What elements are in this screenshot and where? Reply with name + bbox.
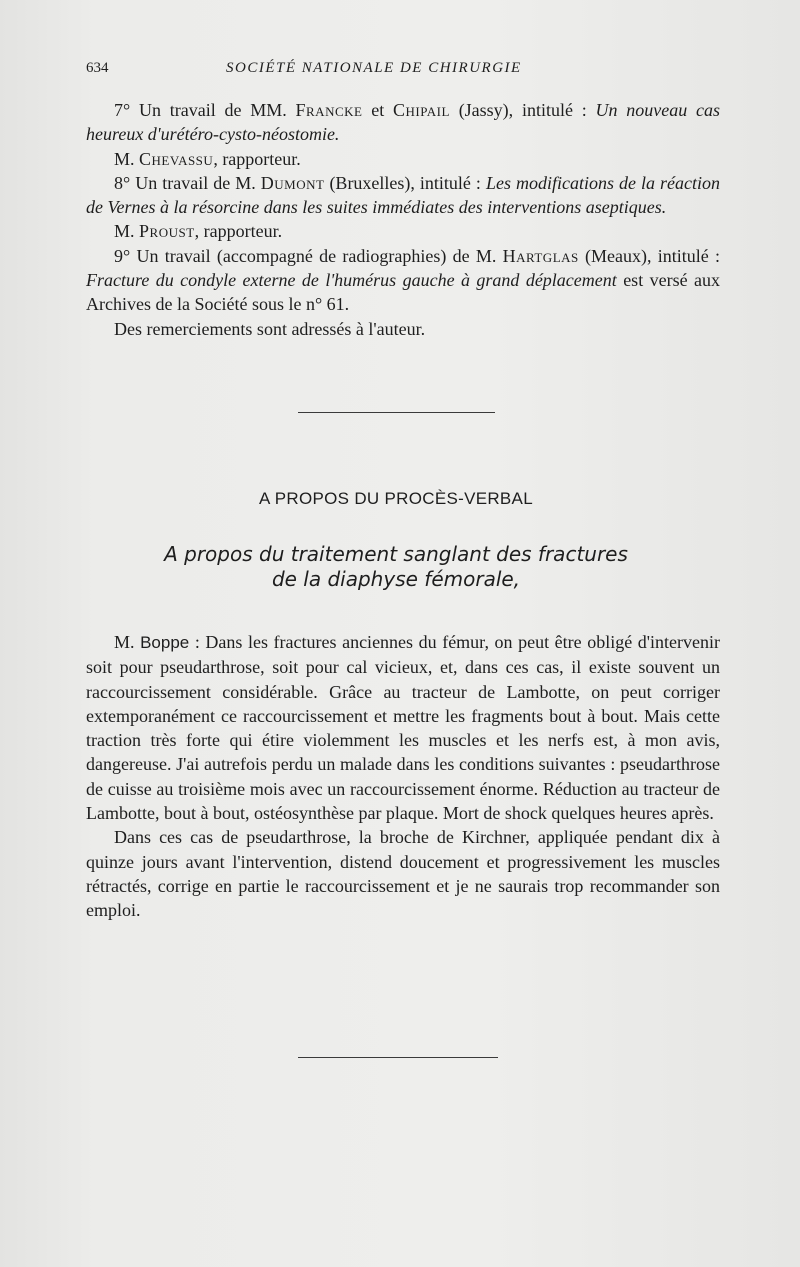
article-paragraph-1: M. Boppe : Dans les fractures anciennes du fémur, on peut être obligé d'intervenir soit pour pseudarthrose, soit pour cal vicieux, et, dans ces cas, il existe souvent un raccourcissement considérable. Grâce au tracteur de Lambotte, on peut corriger extemporanément ce raccourcissement et mettre les fragments bout à bout. Mais cette traction très forte qui étire violemment les muscles et les nerfs est, à mon avis, dangereuse. J'ai autrefois perdu un malade dans les conditions suivantes : pseudarthrose de cuisse au troisième mois avec un raccourcissement énorme. Réduction au tracteur de Lambotte, bout à bout, ostéosynthèse par plaque. Mort de shock quelques heures après. [86,632,720,824]
work-title: Les modifications de la réaction de Vernes à la résorcine dans les suites immédiates des interventions aseptiques. [86,172,720,218]
article-title-line-2: de la diaphyse fémorale, [271,567,521,591]
thanks-line: Des remerciements sont adressés à l'auteur. [114,318,426,339]
separator-rule [298,1057,498,1058]
article-paragraph-2: Dans ces cas de pseudarthrose, la broche de Kirchner, appliquée pendant dix à quinze jours avant l'intervention, distend doucement et progressivement les muscles rétractés, corrige en partie le raccourcissement et je ne saurais trop recommander son emploi. [86,827,720,921]
item-8: 8° Un travail de M. Dumont (Bruxelles), intitulé : Les modifications de la réaction de Vernes à la résorcine dans les suites immédiates des interventions aseptiques. [86,172,720,218]
section-heading: A PROPOS DU PROCÈS-VERBAL [259,489,533,508]
item-7: 7° Un travail de MM. Francke et Chipail (Jassy), intitulé : Un nouveau cas heureux d'urétéro-cysto-néostomie. [86,100,720,145]
author-name: Francke [295,100,363,120]
item-8-rapporteur: M. Proust, rapporteur. [114,221,283,242]
author-name: Dumont [260,172,325,193]
speaker-name: Boppe [140,633,190,652]
article-title [86,542,706,592]
separator-rule [298,412,495,413]
running-title: SOCIÉTÉ NATIONALE DE CHIRURGIE [226,60,522,76]
item-9: 9° Un travail (accompagné de radiographies) de M. Hartglas (Meaux), intitulé : Fracture du condyle externe de l'humérus gauche à grand déplacement est versé aux Archives de la Société sous le n° 61. [86,245,720,315]
article-body [86,630,720,923]
article-title-line-1: A propos du traitement sanglant des fractures [164,542,628,566]
author-name: Chipail [393,100,450,120]
item-7-rapporteur: M. Chevassu, rapporteur. [114,148,301,169]
work-title: Un nouveau cas heureux d'urétéro-cysto-néostomie. [86,100,720,145]
work-title: Fracture du condyle externe de l'humérus gauche à grand déplacement [86,270,617,291]
page-number: 634 [86,60,109,76]
author-name: Hartglas [502,245,579,266]
correspondence-list [86,98,720,341]
page-header [86,60,716,84]
